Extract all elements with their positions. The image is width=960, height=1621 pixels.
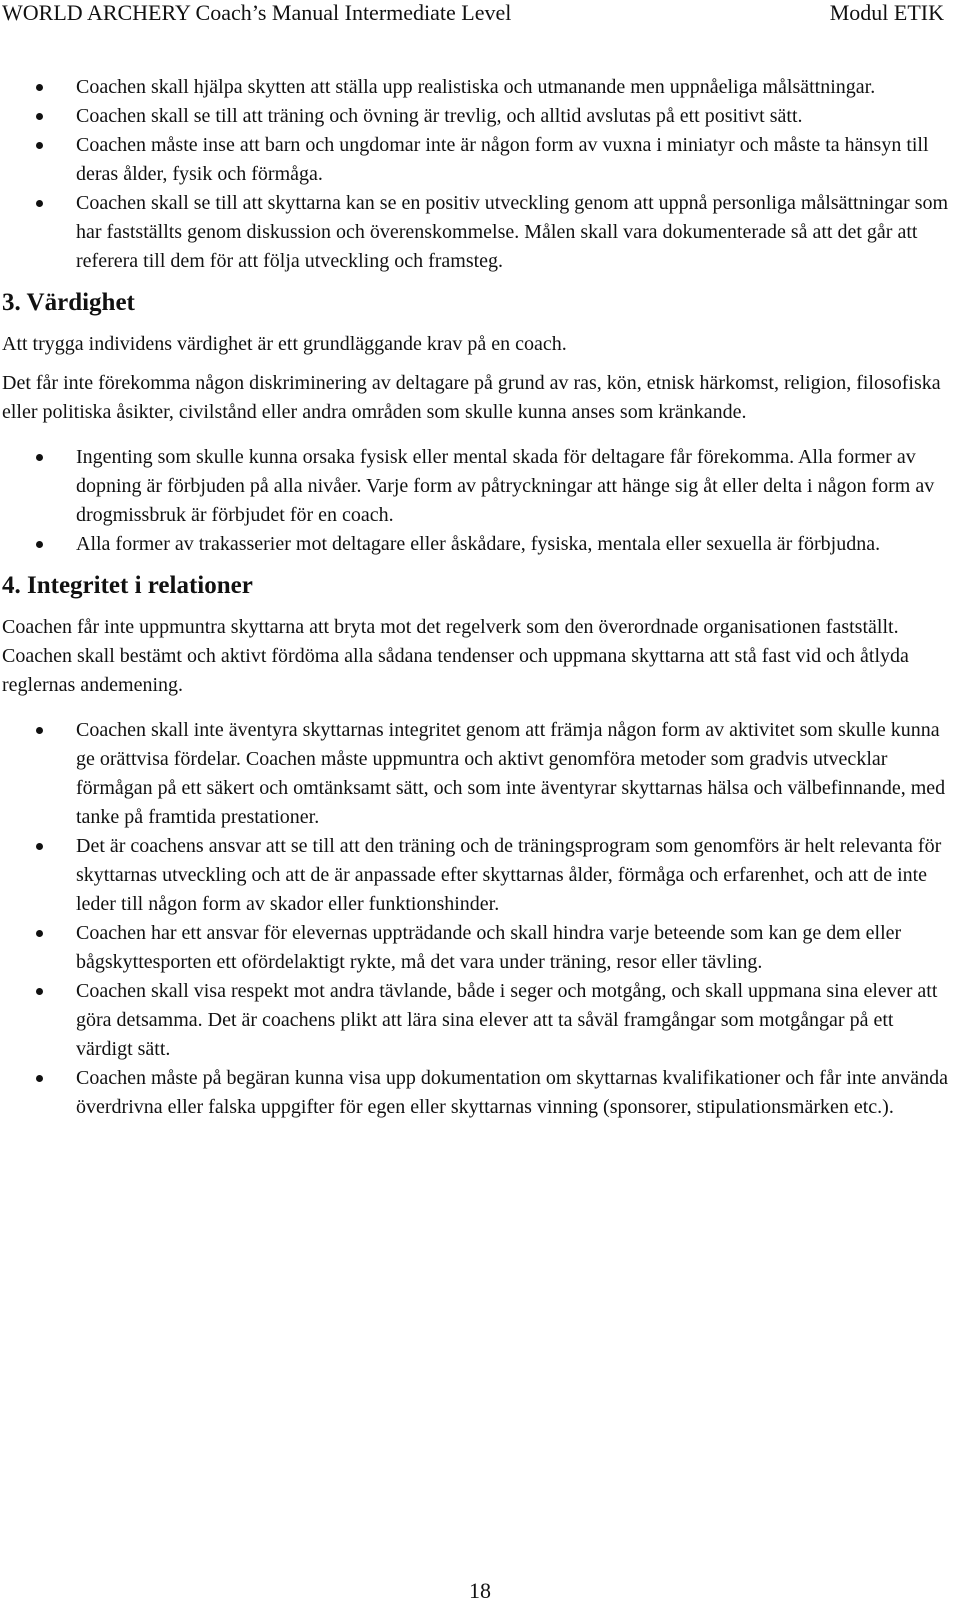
list-item-text: Coachen skall se till att skyttarna kan se en positiv utveckling genom att uppnå personliga målsättningar som har fastställts genom diskussion och överenskommelse. Målen skall vara dokumenterade så att det går att referera till dem för att följa utveckling och framsteg. <box>76 192 949 272</box>
bullet-list-integrity <box>2 716 952 1122</box>
list-item-text: Coachen skall hjälpa skytten att ställa upp realistiska och utmanande men uppnåeliga målsättningar. <box>76 76 876 98</box>
header-module: Modul ETIK <box>829 0 944 25</box>
document-body <box>2 73 952 1122</box>
list-item-text: Alla former av trakasserier mot deltagare eller åskådare, fysiska, mentala eller sexuella är förbjudna. <box>76 533 881 555</box>
list-item-text: Det är coachens ansvar att se till att den träning och de träningsprogram som genomförs är helt relevanta för skyttarnas utveckling och att de är anpassade efter skyttarnas ålder, förmåga och erfarenhet, och att de inte leder till någon form av skador eller funktionshinder. <box>76 835 942 915</box>
bullet-icon <box>36 541 43 548</box>
list-item-text: Ingenting som skulle kunna orsaka fysisk eller mental skada för deltagare får förekomma. Alla former av dopning är förbjuden på alla nivåer. Varje form av påtryckningar att hänge sig åt eller delta i någon form av drogmissbruk är förbjudet för en coach. <box>76 446 935 526</box>
list-item <box>2 716 952 832</box>
page-header <box>0 0 960 30</box>
list-item <box>2 832 952 919</box>
bullet-icon <box>36 84 43 91</box>
section-heading-dignity: 3. Värdighet <box>2 289 135 316</box>
list-item <box>2 189 952 276</box>
list-item <box>2 919 952 977</box>
header-title: WORLD ARCHERY Coach’s Manual Intermediate Level <box>2 0 512 25</box>
paragraph: Att trygga individens värdighet är ett grundläggande krav på en coach. <box>2 333 567 355</box>
list-item <box>2 977 952 1064</box>
bullet-icon <box>36 843 43 850</box>
list-item-text: Coachen måste på begäran kunna visa upp dokumentation om skyttarnas kvalifikationer och får inte använda överdrivna eller falska uppgifter för egen eller skyttarnas vinning (sponsorer, stipulationsmärken etc.). <box>76 1067 948 1118</box>
bullet-icon <box>36 930 43 937</box>
list-item <box>2 443 952 530</box>
bullet-list-dignity <box>2 443 952 559</box>
paragraph: Coachen får inte uppmuntra skyttarna att bryta mot det regelverk som den överordnade organisationen fastställt. Coachen skall bestämt och aktivt fördöma alla sådana tendenser och uppmana skyttarna att stå fast vid och åtlyda reglernas andemening. <box>2 616 909 696</box>
bullet-icon <box>36 113 43 120</box>
page-number: 18 <box>469 1578 491 1603</box>
bullet-list-intro <box>2 73 952 276</box>
list-item <box>2 1064 952 1122</box>
list-item-text: Coachen skall se till att träning och övning är trevlig, och alltid avslutas på ett positivt sätt. <box>76 105 803 127</box>
bullet-icon <box>36 727 43 734</box>
paragraph: Det får inte förekomma någon diskriminering av deltagare på grund av ras, kön, etnisk härkomst, religion, filosofiska eller politiska åsikter, civilstånd eller andra områden som skulle kunna anses som kränkande. <box>2 372 941 423</box>
bullet-icon <box>36 200 43 207</box>
list-item-text: Coachen har ett ansvar för elevernas uppträdande och skall hindra varje beteende som kan ge dem eller bågskyttesporten ett ofördelaktigt rykte, må det vara under träning, resor eller tävling. <box>76 922 902 973</box>
list-item-text: Coachen skall visa respekt mot andra tävlande, både i seger och motgång, och skall uppmana sina elever att göra detsamma. Det är coachens plikt att lära sina elever att ta såväl framgångar som motgångar på ett värdigt sätt. <box>76 980 938 1060</box>
bullet-icon <box>36 988 43 995</box>
bullet-icon <box>36 142 43 149</box>
bullet-icon <box>36 454 43 461</box>
section-heading-integrity: 4. Integritet i relationer <box>2 572 253 599</box>
list-item <box>2 131 952 189</box>
list-item-text: Coachen måste inse att barn och ungdomar inte är någon form av vuxna i miniatyr och måste ta hänsyn till deras ålder, fysik och förmåga. <box>76 134 929 185</box>
list-item <box>2 102 952 131</box>
list-item <box>2 530 952 559</box>
list-item-text: Coachen skall inte äventyra skyttarnas integritet genom att främja någon form av aktivitet som skulle kunna ge orättvisa fördelar. Coachen måste uppmuntra och aktivt genomföra metoder som gradvis utvecklar förmågan på ett säkert och omtänksamt sätt, och som inte äventyrar skyttarnas hälsa och välbefinnande, med tanke på framtida prestationer. <box>76 719 946 828</box>
list-item <box>2 73 952 102</box>
bullet-icon <box>36 1075 43 1082</box>
